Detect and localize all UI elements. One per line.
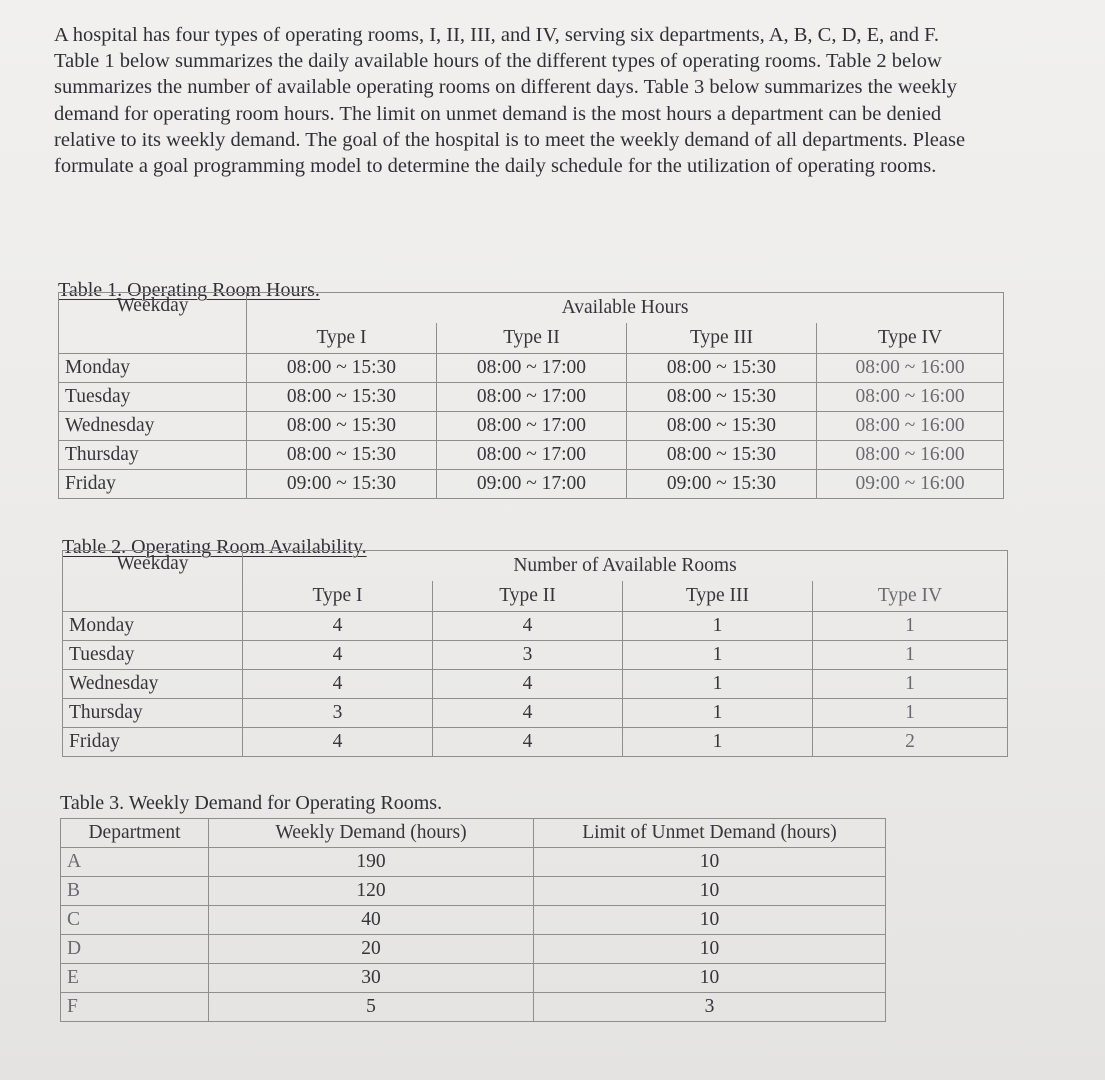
count-cell: 1: [623, 612, 813, 641]
demand-cell: 40: [209, 906, 534, 935]
demand-cell: 120: [209, 877, 534, 906]
count-cell: 4: [243, 641, 433, 670]
hours-cell: 08:00 ~ 15:30: [627, 412, 817, 441]
hours-cell: 08:00 ~ 17:00: [437, 354, 627, 383]
table2-type-header: Type II: [433, 581, 623, 612]
count-cell: 1: [813, 612, 1008, 641]
count-cell: 1: [623, 728, 813, 757]
count-cell: 1: [623, 670, 813, 699]
table-row: [61, 993, 886, 1022]
table2-corner: Weekday: [63, 551, 243, 612]
hours-cell: 08:00 ~ 15:30: [247, 441, 437, 470]
table1-operating-room-hours: [58, 292, 1004, 499]
weekday-cell: Wednesday: [63, 670, 243, 699]
table2-caption: Table 2. Operating Room Availability.: [62, 536, 367, 558]
hours-cell: 08:00 ~ 17:00: [437, 383, 627, 412]
table1-caption: Table 1. Operating Room Hours.: [58, 279, 320, 301]
demand-cell: 5: [209, 993, 534, 1022]
weekday-cell: Wednesday: [59, 412, 247, 441]
demand-cell: 20: [209, 935, 534, 964]
table3-header-limit: Limit of Unmet Demand (hours): [534, 819, 886, 848]
hours-cell: 08:00 ~ 16:00: [817, 441, 1004, 470]
table-row: [59, 470, 1004, 499]
count-cell: 1: [813, 699, 1008, 728]
weekday-cell: Thursday: [63, 699, 243, 728]
count-cell: 4: [243, 670, 433, 699]
limit-cell: 10: [534, 964, 886, 993]
hours-cell: 09:00 ~ 15:30: [627, 470, 817, 499]
hours-cell: 08:00 ~ 15:30: [247, 412, 437, 441]
weekday-cell: Friday: [59, 470, 247, 499]
table-row: [61, 848, 886, 877]
weekday-cell: Friday: [63, 728, 243, 757]
table1-type-header: Type IV: [817, 323, 1004, 354]
count-cell: 1: [623, 699, 813, 728]
table2-operating-room-availability: [62, 550, 1008, 757]
table-row: [61, 935, 886, 964]
table-row: [63, 612, 1008, 641]
count-cell: 1: [813, 641, 1008, 670]
hours-cell: 08:00 ~ 15:30: [247, 354, 437, 383]
table3-caption: Table 3. Weekly Demand for Operating Rooms.: [60, 792, 443, 814]
weekday-cell: Monday: [59, 354, 247, 383]
hours-cell: 08:00 ~ 16:00: [817, 412, 1004, 441]
table-row: [61, 906, 886, 935]
limit-cell: 10: [534, 848, 886, 877]
table2-type-header: Type I: [243, 581, 433, 612]
department-cell: A: [61, 848, 209, 877]
table1-corner: Weekday: [59, 293, 247, 354]
weekday-cell: Monday: [63, 612, 243, 641]
weekday-cell: Tuesday: [63, 641, 243, 670]
count-cell: 4: [243, 728, 433, 757]
hours-cell: 08:00 ~ 15:30: [247, 383, 437, 412]
count-cell: 1: [623, 641, 813, 670]
table1-type-header: Type II: [437, 323, 627, 354]
table-row: [61, 877, 886, 906]
limit-cell: 3: [534, 993, 886, 1022]
table3-header-demand: Weekly Demand (hours): [209, 819, 534, 848]
hours-cell: 08:00 ~ 16:00: [817, 354, 1004, 383]
table3-weekly-demand: [60, 818, 886, 1022]
count-cell: 3: [243, 699, 433, 728]
table-row: [59, 383, 1004, 412]
table3-header-department: Department: [61, 819, 209, 848]
table-row: [59, 441, 1004, 470]
demand-cell: 30: [209, 964, 534, 993]
hours-cell: 08:00 ~ 17:00: [437, 412, 627, 441]
demand-cell: 190: [209, 848, 534, 877]
department-cell: E: [61, 964, 209, 993]
department-cell: B: [61, 877, 209, 906]
hours-cell: 09:00 ~ 17:00: [437, 470, 627, 499]
department-cell: C: [61, 906, 209, 935]
table2-group-header: Number of Available Rooms: [243, 551, 1008, 582]
table-row: [59, 354, 1004, 383]
count-cell: 4: [433, 699, 623, 728]
table1-group-header: Available Hours: [247, 293, 1004, 324]
count-cell: 3: [433, 641, 623, 670]
count-cell: 4: [433, 612, 623, 641]
count-cell: 4: [243, 612, 433, 641]
count-cell: 4: [433, 728, 623, 757]
table-row: [59, 412, 1004, 441]
problem-statement: A hospital has four types of operating rooms, I, II, III, and IV, serving six departments, A, B, C, D, E, and F. Table 1 below summarizes the daily available hours of the different types of operating rooms. Table 2 below summarizes the number of available operating rooms on different days. Table 3 below summarizes the weekly demand for operating room hours. The limit on unmet demand is the most hours a department can be denied relative to its weekly demand. The goal of the hospital is to meet the weekly demand of all departments. Please formulate a goal programming model to determine the daily schedule for the utilization of operating rooms.: [54, 24, 966, 178]
hours-cell: 09:00 ~ 16:00: [817, 470, 1004, 499]
hours-cell: 08:00 ~ 17:00: [437, 441, 627, 470]
table2-type-header: Type III: [623, 581, 813, 612]
department-cell: D: [61, 935, 209, 964]
table-row: [63, 699, 1008, 728]
table1-type-header: Type III: [627, 323, 817, 354]
limit-cell: 10: [534, 877, 886, 906]
table1-type-header: Type I: [247, 323, 437, 354]
hours-cell: 08:00 ~ 15:30: [627, 354, 817, 383]
weekday-cell: Tuesday: [59, 383, 247, 412]
table-row: [63, 641, 1008, 670]
hours-cell: 08:00 ~ 16:00: [817, 383, 1004, 412]
weekday-cell: Thursday: [59, 441, 247, 470]
hours-cell: 08:00 ~ 15:30: [627, 383, 817, 412]
department-cell: F: [61, 993, 209, 1022]
hours-cell: 09:00 ~ 15:30: [247, 470, 437, 499]
limit-cell: 10: [534, 935, 886, 964]
table-row: [63, 670, 1008, 699]
count-cell: 1: [813, 670, 1008, 699]
count-cell: 2: [813, 728, 1008, 757]
table-row: [63, 728, 1008, 757]
table2-type-header: Type IV: [813, 581, 1008, 612]
limit-cell: 10: [534, 906, 886, 935]
count-cell: 4: [433, 670, 623, 699]
hours-cell: 08:00 ~ 15:30: [627, 441, 817, 470]
table-row: [61, 964, 886, 993]
